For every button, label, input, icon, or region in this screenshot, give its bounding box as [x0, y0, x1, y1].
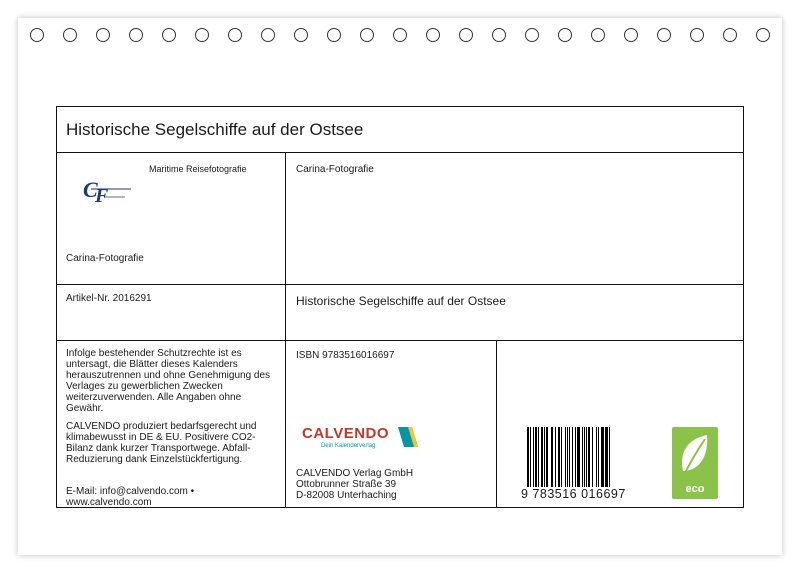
title-row [57, 107, 743, 153]
binding-ring [294, 28, 308, 42]
eco-notice: CALVENDO produziert bedarfsgerecht und klimabewusst in DE & EU. Positivere CO2-Bilanz dank kurzer Transportwege. Abfall-Reduzierung dank Einzelstückfertigung. [66, 421, 257, 465]
photographer-logo-cell [57, 153, 285, 284]
svg-text:F: F [95, 185, 109, 207]
back-cover-sheet [56, 106, 744, 508]
eco-badge [672, 427, 718, 499]
article-title: Historische Segelschiffe auf der Ostsee [296, 294, 506, 308]
publisher-address-line-1: CALVENDO Verlag GmbH [296, 468, 414, 479]
binding-ring [591, 28, 605, 42]
rights-notice: Infolge bestehender Schutzrechte ist es untersagt, die Blätter dieses Kalenders herauszutrennen und ohne Genehmigung des Verlages zu gewerblichen Zwecken weiterzuverwenden. Alle Angaben ohne Gewähr. [66, 348, 271, 414]
isbn: ISBN 9783516016697 [296, 350, 395, 361]
photographer-logo [81, 175, 133, 207]
binding-ring [558, 28, 572, 42]
calvendo-logo-sub: Dein Kalenderverlag [321, 443, 376, 449]
article-title-cell [285, 285, 743, 340]
binding-ring [195, 28, 209, 42]
spiral-binding [30, 28, 770, 46]
eco-badge-label: eco [685, 483, 705, 495]
calendar-title: Historische Segelschiffe auf der Ostsee [66, 120, 364, 139]
barcode-digits: 9 783516 016697 [521, 487, 626, 501]
article-number-cell [57, 285, 285, 340]
barcode-bars [527, 427, 637, 487]
binding-ring [624, 28, 638, 42]
publisher-cell [285, 341, 496, 507]
info-row [57, 341, 743, 507]
isbn-barcode [521, 427, 643, 501]
binding-ring [426, 28, 440, 42]
photographer-name-right: Carina-Fotografie [296, 164, 374, 175]
photographer-name-cell [285, 153, 743, 284]
leaf-icon [677, 433, 713, 479]
binding-ring [690, 28, 704, 42]
photographer-name-left: Carina-Fotografie [66, 253, 144, 264]
barcode-space [610, 427, 612, 487]
contact-info: E-Mail: info@calvendo.com • www.calvendo.com [66, 486, 195, 508]
calvendo-logo [302, 425, 422, 455]
photographer-row [57, 153, 743, 285]
binding-ring [30, 28, 44, 42]
logo-tagline: Maritime Reisefotografie [149, 164, 247, 174]
binding-ring [327, 28, 341, 42]
binding-ring [63, 28, 77, 42]
calvendo-logo-name: CALVENDO [302, 425, 390, 442]
binding-ring [96, 28, 110, 42]
calvendo-page-icon [396, 425, 420, 449]
binding-ring [360, 28, 374, 42]
article-number: Artikel-Nr. 2016291 [66, 293, 152, 304]
barcode-cell [496, 341, 743, 507]
binding-ring [393, 28, 407, 42]
binding-ring [162, 28, 176, 42]
binding-ring [129, 28, 143, 42]
legal-cell [57, 341, 285, 507]
binding-ring [525, 28, 539, 42]
binding-ring [261, 28, 275, 42]
binding-ring [657, 28, 671, 42]
publisher-address-line-2: Ottobrunner Straße 39 [296, 479, 397, 490]
binding-ring [723, 28, 737, 42]
binding-ring [756, 28, 770, 42]
binding-ring [459, 28, 473, 42]
article-row [57, 285, 743, 341]
binding-ring [228, 28, 242, 42]
publisher-address-line-3: D-82008 Unterhaching [296, 490, 397, 501]
svg-text:C: C [83, 177, 98, 202]
binding-ring [492, 28, 506, 42]
